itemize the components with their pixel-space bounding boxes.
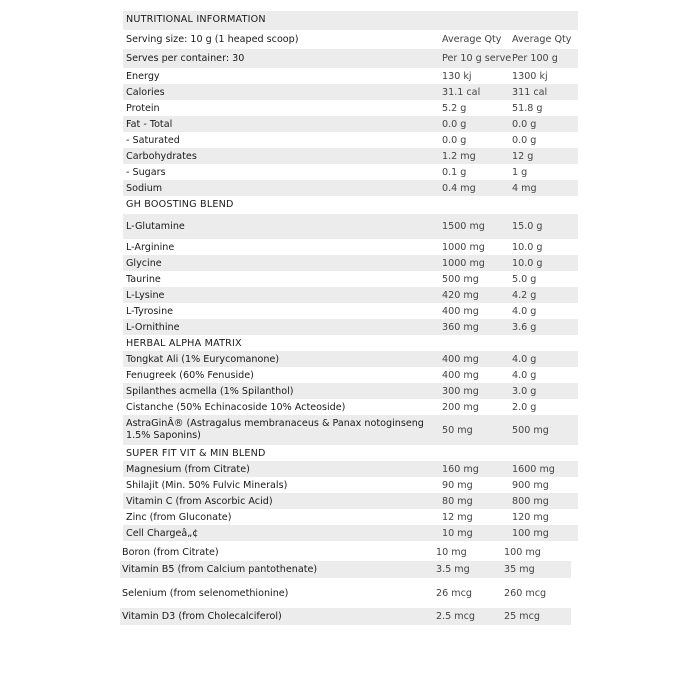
per-100g-value: 800 mg [512,496,549,507]
table-row [123,271,578,287]
table-row [123,164,578,180]
table-row [123,100,578,116]
per-serve-value: 500 mg [442,274,479,285]
per-100g-value: Per 100 g [512,53,558,64]
row-label: - Sugars [126,167,166,178]
table-row [123,461,578,477]
row-label: Serving size: 10 g (1 heaped scoop) [126,34,299,45]
table-row [123,196,578,214]
nutrition-table-continued [120,546,571,625]
per-serve-value: 10 mg [436,547,467,558]
per-serve-value: 3.5 mg [436,564,470,575]
per-100g-value: 1300 kj [512,71,548,82]
per-serve-value: 50 mg [442,425,473,436]
row-label: Carbohydrates [126,151,197,162]
row-label: L-Arginine [126,242,175,253]
per-serve-value: 31.1 cal [442,87,481,98]
per-serve-value: 12 mg [442,512,473,523]
table-row [123,239,578,255]
per-100g-value: 3.0 g [512,386,537,397]
row-label: Zinc (from Gluconate) [126,512,232,523]
table-row [123,367,578,383]
table-row [123,30,578,49]
row-label: Magnesium (from Citrate) [126,464,250,475]
table-row [123,335,578,351]
row-label: Protein [126,103,160,114]
per-100g-value: 900 mg [512,480,549,491]
row-label: L-Lysine [126,290,165,301]
table-row [123,132,578,148]
table-row [123,477,578,493]
per-serve-value: 1500 mg [442,221,485,232]
table-row [123,49,578,68]
table-row [123,415,578,445]
section-heading: SUPER FIT VIT & MIN BLEND [126,448,266,459]
row-label: Taurine [126,274,161,285]
per-serve-value: 420 mg [442,290,479,301]
per-100g-value: 4.0 g [512,354,537,365]
per-100g-value: 1600 mg [512,464,555,475]
per-serve-value: 80 mg [442,496,473,507]
per-serve-value: 0.0 g [442,135,467,146]
per-serve-value: 1000 mg [442,258,485,269]
table-row [123,148,578,164]
per-serve-value: 130 kj [442,71,472,82]
table-row [123,11,578,30]
row-label: Vitamin B5 (from Calcium pantothenate) [122,564,318,575]
per-100g-value: 4.0 g [512,306,537,317]
per-serve-value: 0.1 g [442,167,467,178]
row-label: Sodium [126,183,163,194]
row-label: Selenium (from selenomethionine) [122,588,289,599]
table-row [120,546,571,561]
per-100g-value: 2.0 g [512,402,537,413]
per-100g-value: 12 g [512,151,534,162]
table-row [123,116,578,132]
per-100g-value: 35 mg [504,564,535,575]
row-label: Vitamin D3 (from Cholecalciferol) [122,611,282,622]
per-serve-value: 200 mg [442,402,479,413]
table-row [123,383,578,399]
per-serve-value: 0.4 mg [442,183,476,194]
row-label: Vitamin C (from Ascorbic Acid) [126,496,273,507]
row-label: AstraGinÂ® (Astragalus membranaceus & Panax notoginseng 1.5% Saponins) [126,418,424,441]
per-serve-value: 360 mg [442,322,479,333]
per-100g-value: 25 mcg [504,611,540,622]
table-row [123,509,578,525]
per-100g-value: 311 cal [512,87,548,98]
per-100g-value: 51.8 g [512,103,543,114]
per-100g-value: 5.0 g [512,274,537,285]
per-100g-value: 100 mg [512,528,549,539]
section-heading: HERBAL ALPHA MATRIX [126,338,242,349]
per-serve-value: 1.2 mg [442,151,476,162]
per-serve-value: Average Qty [442,34,502,45]
table-row [123,445,578,461]
row-label: Fenugreek (60% Fenuside) [126,370,254,381]
per-100g-value: 120 mg [512,512,549,523]
per-100g-value: 3.6 g [512,322,537,333]
table-row [123,525,578,541]
per-100g-value: 4.0 g [512,370,537,381]
table-row [123,84,578,100]
row-label: Calories [126,87,165,98]
per-serve-value: 0.0 g [442,119,467,130]
per-serve-value: 400 mg [442,370,479,381]
per-serve-value: 400 mg [442,354,479,365]
table-row [123,493,578,509]
per-100g-value: 10.0 g [512,258,543,269]
row-label: Cistanche (50% Echinacoside 10% Acteoside) [126,402,346,413]
per-100g-value: 500 mg [512,425,549,436]
per-100g-value: 15.0 g [512,221,543,232]
per-serve-value: 2.5 mcg [436,611,476,622]
per-serve-value: 160 mg [442,464,479,475]
per-100g-value: 0.0 g [512,119,537,130]
per-100g-value: 100 mg [504,547,541,558]
table-row [120,608,571,625]
per-100g-value: 1 g [512,167,528,178]
per-100g-value: Average Qty [512,34,572,45]
row-label: Glycine [126,258,162,269]
row-label: Energy [126,71,160,82]
row-label: Shilajit (Min. 50% Fulvic Minerals) [126,480,288,491]
row-label: Tongkat Ali (1% Eurycomanone) [126,354,280,365]
per-100g-value: 4.2 g [512,290,537,301]
table-row [123,319,578,335]
row-label: Cell Chargeâ„¢ [126,528,199,539]
table-row [123,68,578,84]
row-label: - Saturated [126,135,180,146]
per-serve-value: 400 mg [442,306,479,317]
table-row [123,255,578,271]
per-serve-value: Per 10 g serve [442,53,512,64]
nutrition-table [123,11,578,541]
row-label: L-Glutamine [126,221,185,232]
table-row [123,399,578,415]
table-row [123,214,578,239]
per-serve-value: 1000 mg [442,242,485,253]
row-label: Serves per container: 30 [126,53,245,64]
per-serve-value: 26 mcg [436,588,472,599]
section-heading: NUTRITIONAL INFORMATION [126,14,266,25]
row-label: L-Tyrosine [126,306,174,317]
per-serve-value: 10 mg [442,528,473,539]
row-label: Boron (from Citrate) [122,547,219,558]
table-row [120,578,571,608]
per-serve-value: 90 mg [442,480,473,491]
row-label: Fat - Total [126,119,173,130]
table-row [123,303,578,319]
table-row [123,180,578,196]
table-row [123,287,578,303]
per-serve-value: 5.2 g [442,103,467,114]
row-label: Spilanthes acmella (1% Spilanthol) [126,386,294,397]
row-label: L-Ornithine [126,322,180,333]
per-100g-value: 260 mcg [504,588,547,599]
per-100g-value: 4 mg [512,183,537,194]
per-100g-value: 0.0 g [512,135,537,146]
table-row [123,351,578,367]
per-serve-value: 300 mg [442,386,479,397]
section-heading: GH BOOSTING BLEND [126,199,234,210]
table-row [120,561,571,578]
per-100g-value: 10.0 g [512,242,543,253]
